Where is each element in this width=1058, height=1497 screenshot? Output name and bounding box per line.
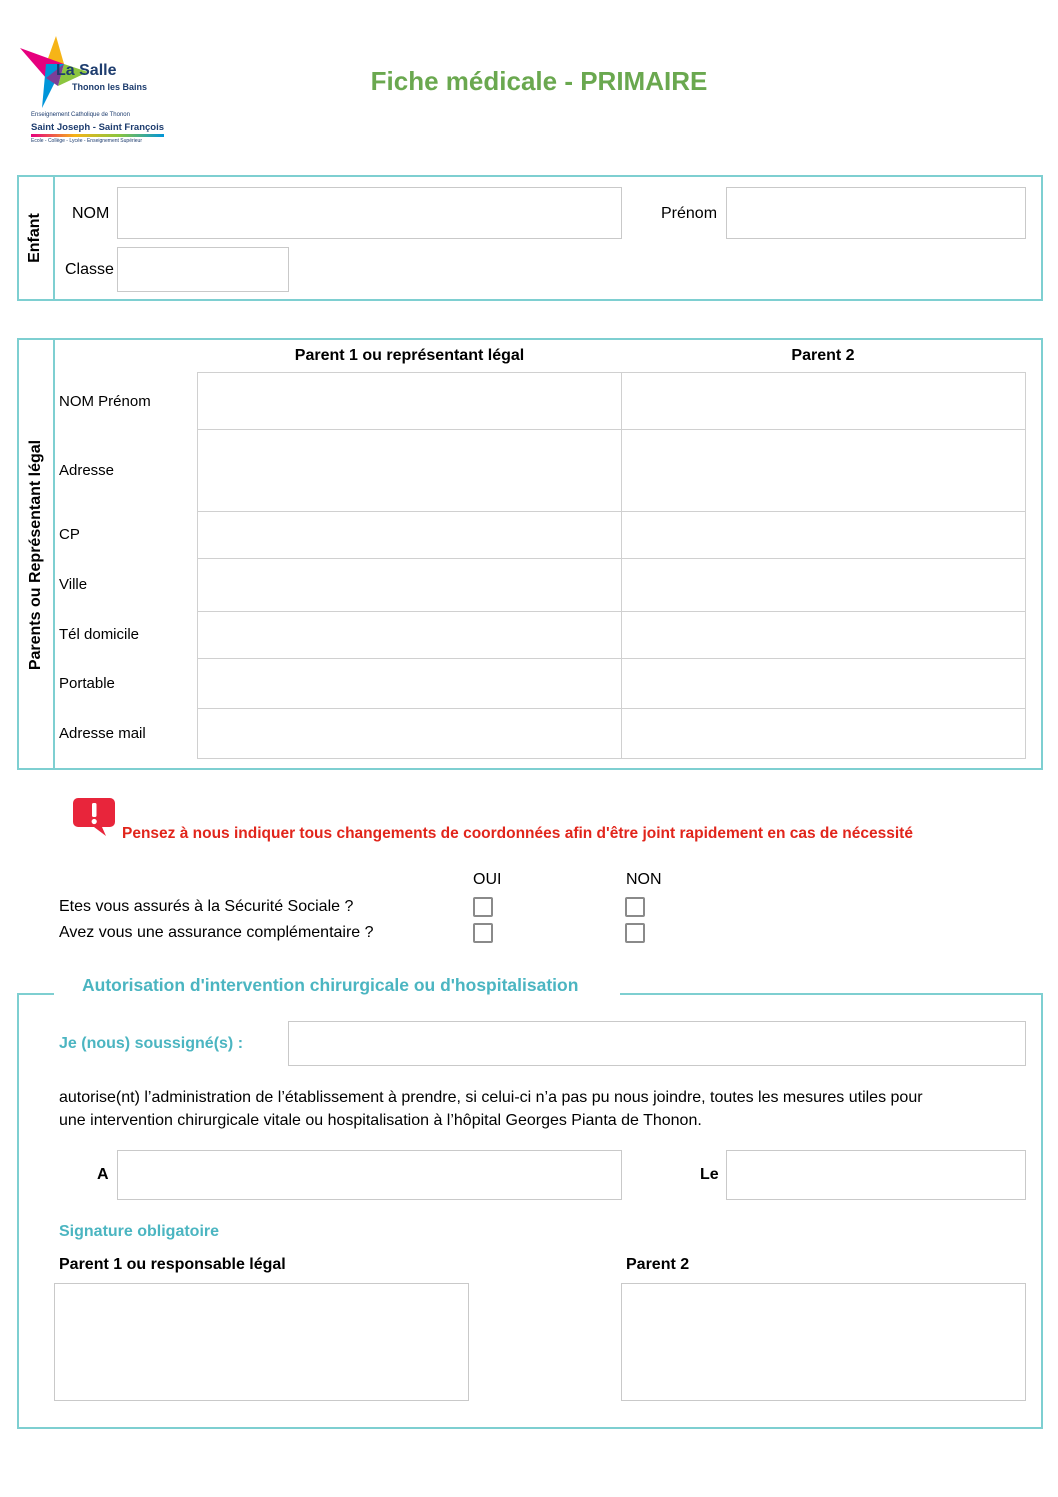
- parent2-cp-cell[interactable]: [622, 512, 1026, 559]
- securite-sociale-oui-checkbox[interactable]: [473, 897, 493, 917]
- question-securite-sociale: Etes vous assurés à la Sécurité Sociale ?: [59, 898, 354, 915]
- logo-subtitle: Thonon les Bains: [72, 82, 148, 92]
- oui-header: OUI: [473, 871, 502, 888]
- enfant-section-label: Enfant: [26, 213, 43, 263]
- soussigne-label: Je (nous) soussigné(s) :: [59, 1035, 244, 1052]
- classe-label: Classe: [65, 261, 114, 278]
- parent2-tel-cell[interactable]: [622, 612, 1026, 659]
- school-logo: [18, 34, 168, 150]
- table-row: [198, 512, 1026, 559]
- table-row: [198, 373, 1026, 430]
- table-row: [198, 612, 1026, 659]
- parent1-ville-cell[interactable]: [198, 559, 622, 612]
- lieu-field[interactable]: [117, 1150, 622, 1200]
- a-label: A: [97, 1166, 109, 1183]
- nom-field[interactable]: [117, 187, 622, 239]
- row-label-adresse-mail: Adresse mail: [59, 725, 146, 742]
- parent1-portable-cell[interactable]: [198, 659, 622, 709]
- parents-divider: [53, 339, 55, 769]
- logo-color-bar: [31, 134, 164, 137]
- prenom-label: Prénom: [661, 205, 718, 222]
- row-label-portable: Portable: [59, 675, 115, 692]
- parents-section-label: Parents ou Représentant légal: [27, 439, 44, 671]
- authorization-text-line2: une intervention chirurgicale vitale ou hospitalisation à l’hôpital Georges Pianta de Thonon.: [59, 1112, 702, 1129]
- parent1-column-header: Parent 1 ou représentant légal: [294, 347, 525, 364]
- table-row: [198, 659, 1026, 709]
- alert-speech-bubble-icon: [72, 796, 116, 838]
- parent2-adresse-cell[interactable]: [622, 430, 1026, 512]
- table-row: [198, 559, 1026, 612]
- authorization-text-line1: autorise(nt) l’administration de l’établissement à prendre, si celui-ci n’a pas pu nous joindre, toutes les mesures utiles pour: [59, 1089, 923, 1106]
- prenom-field[interactable]: [726, 187, 1026, 239]
- row-label-cp: CP: [59, 526, 80, 543]
- enfant-divider: [53, 176, 55, 300]
- parent1-nom-prenom-cell[interactable]: [198, 373, 622, 430]
- parent1-mail-cell[interactable]: [198, 709, 622, 759]
- non-header: NON: [626, 871, 662, 888]
- parent2-signature-label: Parent 2: [626, 1256, 690, 1273]
- table-row: [198, 430, 1026, 512]
- row-label-ville: Ville: [59, 576, 88, 593]
- securite-sociale-non-checkbox[interactable]: [625, 897, 645, 917]
- complementaire-non-checkbox[interactable]: [625, 923, 645, 943]
- classe-field[interactable]: [117, 247, 289, 292]
- parent1-signature-box[interactable]: [54, 1283, 469, 1401]
- authorization-title: Autorisation d'intervention chirurgicale ou d'hospitalisation: [82, 975, 579, 995]
- question-assurance-complementaire: Avez vous une assurance complémentaire ?: [59, 924, 374, 941]
- table-row: [198, 709, 1026, 759]
- parent1-signature-label: Parent 1 ou responsable légal: [59, 1256, 286, 1273]
- logo-line3: Ecole - Collège - Lycée - Enseignement Supérieur: [31, 138, 142, 144]
- date-field[interactable]: [726, 1150, 1026, 1200]
- complementaire-oui-checkbox[interactable]: [473, 923, 493, 943]
- parent2-ville-cell[interactable]: [622, 559, 1026, 612]
- parent1-tel-cell[interactable]: [198, 612, 622, 659]
- parent2-column-header: Parent 2: [791, 347, 855, 364]
- logo-line2: Saint Joseph - Saint François: [31, 122, 165, 133]
- row-label-adresse: Adresse: [59, 462, 115, 479]
- signature-label: Signature obligatoire: [59, 1223, 220, 1240]
- parent2-portable-cell[interactable]: [622, 659, 1026, 709]
- parent2-signature-box[interactable]: [621, 1283, 1026, 1401]
- logo-line1: Enseignement Catholique de Thonon: [31, 112, 130, 118]
- nom-label: NOM: [72, 205, 110, 222]
- row-label-tel-domicile: Tél domicile: [59, 626, 140, 643]
- le-label: Le: [700, 1166, 719, 1183]
- parent1-adresse-cell[interactable]: [198, 430, 622, 512]
- parent1-cp-cell[interactable]: [198, 512, 622, 559]
- soussigne-field[interactable]: [288, 1021, 1026, 1066]
- parent2-mail-cell[interactable]: [622, 709, 1026, 759]
- row-label-nom-prenom: NOM Prénom: [59, 393, 151, 410]
- logo-name: La Salle: [56, 62, 117, 79]
- notice-text: Pensez à nous indiquer tous changements de coordonnées afin d'être joint rapidement en cas de nécessité: [122, 825, 913, 842]
- parents-table: [197, 372, 1026, 759]
- page-title: Fiche médicale - PRIMAIRE: [370, 66, 708, 96]
- parent2-nom-prenom-cell[interactable]: [622, 373, 1026, 430]
